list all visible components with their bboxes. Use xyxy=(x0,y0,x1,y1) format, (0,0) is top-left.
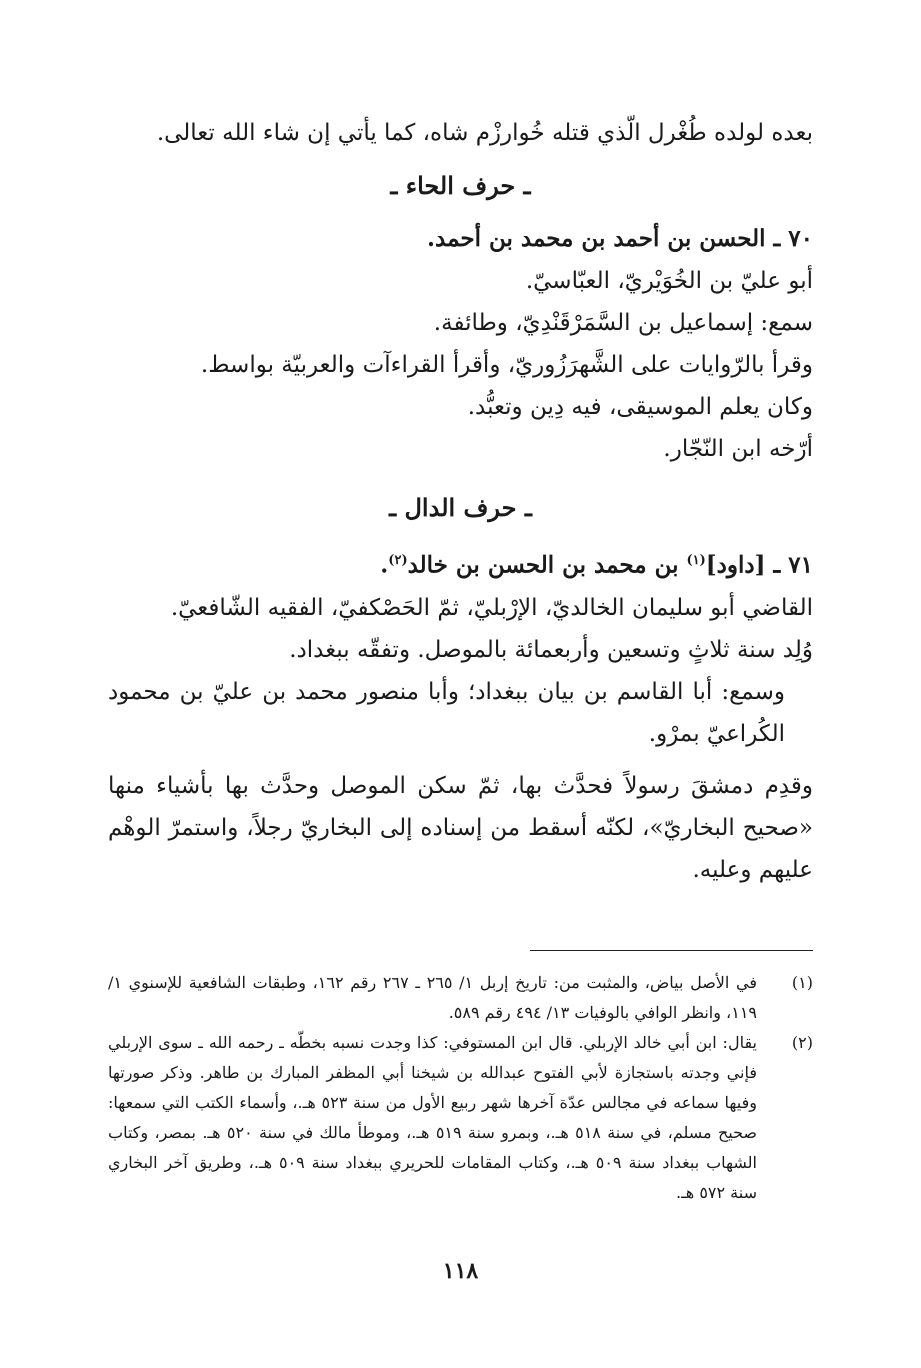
entry-71-end: . xyxy=(380,551,389,579)
entry-71-paragraph: وقدِم دمشقَ رسولاً فحدَّث بها، ثمّ سكن الموصل وحدَّث بها بأشياء منها «صحيح البخاريّ»، لكنّه أسقط من إسناده إلى البخاريّ رجلاً، واستمرّ الوهْم عليهم وعليه. xyxy=(108,772,813,883)
footnote xyxy=(108,1028,813,1208)
entry-71-title xyxy=(108,540,813,587)
entry-70-line: سمع: إسماعيل بن السَّمَرْقَنْدِيّ، وطائفة. xyxy=(433,310,813,336)
footnote-ref-1: (١) xyxy=(686,553,706,568)
intro-line: بعده لولده طُغْرل الّذي قتله خُوارزْم شاه، كما يأتي إن شاء الله تعالى. xyxy=(156,120,813,146)
spacer xyxy=(108,208,813,218)
footnote-text: يقال: ابن أبي خالد الإربلي. قال ابن المستوفي: كذا وجدت نسبه بخطّه ـ رحمه الله ـ سوى الإربلي فإني وجدته باستجازة لأبي الفتوح عبدالله بن شيخنا أبي المظفر المبارك بن طاهر. وذكر صورتها وفيها سماعه في مجالس عدّة آخرها شهر ربيع الأول من سنة ٥٢٣ هـ.، وأسماء الكتب التي سمعها: صحيح مسلم، في سنة ٥١٨ هـ.، وبمرو سنة ٥١٩ هـ.، وموطأ مالك في سنة ٥٢٠ هـ. بمصر، وكتاب الشهاب ببغداد سنة ٥٠٩ هـ.، وكتاب المقامات للحريري ببغداد سنة ٥٠٩ هـ.، وطريق آخر البخاري سنة ٥٧٢ هـ. xyxy=(108,1033,758,1202)
entry-70-title: ٧٠ ـ الحسن بن أحمد بن محمد بن أحمد. xyxy=(426,225,813,252)
footnote xyxy=(108,968,813,1028)
footnote-number: (١) xyxy=(791,973,813,992)
spacer xyxy=(108,154,813,164)
spacer xyxy=(108,530,813,540)
footnote-text: في الأصل بياض، والمثبت من: تاريخ إربل ١/ ٢٦٥ ـ ٢٦٧ رقم ١٦٢، وطبقات الشافعية للإسنوي ١/ ١١٩، وانظر الوافي بالوفيات ١٣/ ٤٩٤ رقم ٥٨٩. xyxy=(108,973,758,1022)
entry-70-line: وقرأ بالرّوايات على الشَّهرَزُوريّ، وأقرأ القراءآت والعربيّة بواسط. xyxy=(200,352,813,378)
footnote-ref-2: (٢) xyxy=(388,553,408,568)
page-number: ١١٨ xyxy=(442,1258,479,1284)
section-heading-ha: ـ حرف الحاء ـ xyxy=(390,171,531,200)
entry-70-line: أبو عليّ بن الخُوَيْريّ، العبّاسيّ. xyxy=(525,268,813,294)
entry-71-paragraph: وسمع: أبا القاسم بن بيان ببغداد؛ وأبا منصور محمد بن عليّ بن محمود الكُراعيّ بمرْو. xyxy=(108,678,785,747)
main-text xyxy=(108,112,813,891)
footnotes xyxy=(108,968,813,1208)
entry-70-line: أرّخه ابن النّجّار. xyxy=(663,436,813,462)
footnote-number: (٢) xyxy=(791,1033,813,1052)
entry-70-line: وكان يعلم الموسيقى، فيه دِين وتعبُّد. xyxy=(467,394,813,420)
entry-71-line: القاضي أبو سليمان الخالديّ، الإرْبليّ، ثمّ الحَصْكفيّ، الفقيه الشّافعيّ. xyxy=(170,594,813,621)
spacer xyxy=(108,470,813,486)
entry-71-number: ٧١ ـ [داود] xyxy=(705,551,813,579)
entry-71-name: بن محمد بن الحسن بن خالد xyxy=(407,551,687,579)
spacer xyxy=(108,755,813,765)
entry-71-line: وُلِد سنة ثلاثٍ وتسعين وأربعمائة بالموصل. وتفقّه ببغداد. xyxy=(289,636,813,663)
section-heading-dal: ـ حرف الدال ـ xyxy=(389,493,532,522)
footnote-divider xyxy=(530,950,813,951)
